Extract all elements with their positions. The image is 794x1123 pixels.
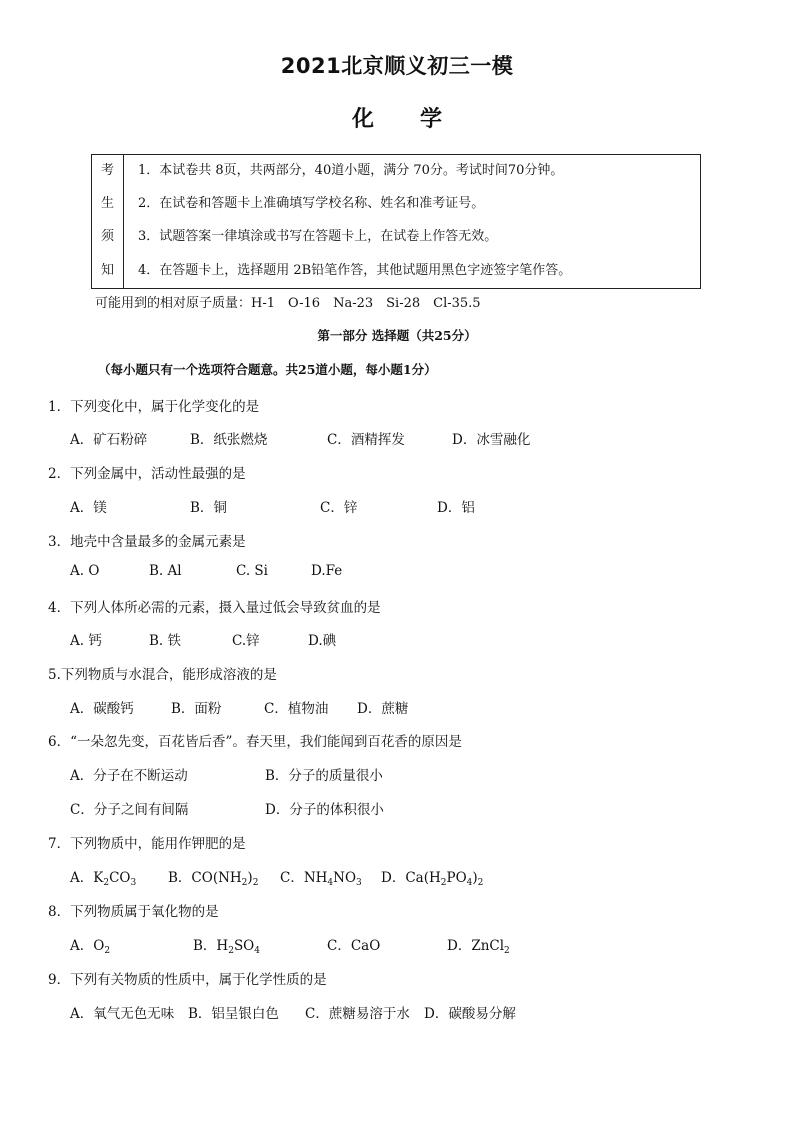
part1-instruction: （每小题只有一个选项符合题意。共25道小题，每小题1分） xyxy=(98,362,437,377)
option-a: A．矿石粉碎 xyxy=(70,432,148,448)
formula-subscript: 2 xyxy=(104,946,111,956)
formula-part: C．NH xyxy=(280,870,328,886)
formula-subscript: 2 xyxy=(440,878,447,888)
formula-part: C．CaO xyxy=(327,938,381,954)
option-a: A．碳酸钙 xyxy=(70,701,134,717)
formula-part: B．CO(NH xyxy=(168,870,242,886)
option-d: D．蔗糖 xyxy=(357,701,409,717)
formula-part: B．H xyxy=(193,938,229,954)
formula-subscript: 3 xyxy=(356,878,362,888)
option-d: D.Fe xyxy=(311,563,343,579)
notice-item: 4．在答题卡上，选择题用 2B铅笔作答，其他试题用黑色字迹签字笔作答。 xyxy=(138,263,572,278)
question-stem: 1．下列变化中，属于化学变化的是 xyxy=(48,399,260,415)
formula-subscript: 2 xyxy=(103,878,110,888)
formula-subscript: 4 xyxy=(466,878,473,888)
option-b: B．铝呈银白色 xyxy=(188,1006,279,1022)
question-stem: 5.下列物质与水混合，能形成溶液的是 xyxy=(48,667,277,683)
question-stem: 2．下列金属中，活动性最强的是 xyxy=(48,466,246,482)
formula-part: K xyxy=(93,870,104,886)
option-b: B. Al xyxy=(149,563,182,579)
exam-notice-box xyxy=(91,154,701,289)
option-d: D．分子的体积很小 xyxy=(265,802,384,818)
option-d: D．冰雪融化 xyxy=(452,432,531,448)
notice-side-char: 生 xyxy=(100,196,114,211)
option-b: B．面粉 xyxy=(171,701,222,717)
notice-item: 1．本试卷共 8页，共两部分，40道小题，满分 70分。考试时间70分钟。 xyxy=(138,163,564,178)
formula-part: CO xyxy=(109,870,131,886)
question-stem: 9．下列有关物质的性质中，属于化学性质的是 xyxy=(48,972,327,988)
formula-subscript: 2 xyxy=(228,946,234,956)
notice-side-char: 考 xyxy=(100,163,114,178)
formula-part: PO xyxy=(446,870,467,886)
formula-subscript: 2 xyxy=(241,878,248,888)
question-stem: 8．下列物质属于氧化物的是 xyxy=(48,904,219,920)
option-c: C．植物油 xyxy=(264,701,329,717)
formula-part: NO xyxy=(333,870,357,886)
option-d: D．铝 xyxy=(437,500,475,516)
atomic-masses: 可能用到的相对原子质量：H-1 O-16 Na-23 Si-28 Cl-35.5 xyxy=(95,296,481,311)
option-c xyxy=(327,934,380,954)
exam-title: 2021北京顺义初三一模 xyxy=(280,54,514,78)
formula-subscript: 3 xyxy=(130,878,137,888)
option-a: A．分子在不断运动 xyxy=(70,768,188,784)
option-d: D．碳酸易分解 xyxy=(424,1006,516,1022)
question-stem: 6．“一朵忽先变，百花皆后香”。春天里，我们能闻到百花香的原因是 xyxy=(48,734,462,750)
formula-part: D．ZnCl xyxy=(447,938,505,954)
option-b: B. 铁 xyxy=(149,633,182,649)
option-b: B．铜 xyxy=(190,500,227,516)
option-d xyxy=(381,866,483,886)
option-a-label: A． xyxy=(70,870,94,886)
question-stem: 4．下列人体所必需的元素，摄入量过低会导致贫血的是 xyxy=(48,600,381,616)
notice-side-char: 知 xyxy=(100,263,114,278)
question-stem: 3．地壳中含量最多的金属元素是 xyxy=(48,534,246,550)
formula-subscript: 2 xyxy=(504,946,510,956)
subject-title: 化学 xyxy=(351,107,488,132)
option-a: A. 钙 xyxy=(70,633,102,649)
formula-part: A．O xyxy=(70,938,105,954)
notice-item: 3．试题答案一律填涂或书写在答题卡上，在试卷上作答无效。 xyxy=(138,229,498,244)
formula-part: D．Ca(H xyxy=(381,870,441,886)
formula-part: SO xyxy=(233,938,255,954)
formula-part: ) xyxy=(472,870,478,886)
option-c: C．分子之间有间隔 xyxy=(70,802,189,818)
formula-subscript: 2 xyxy=(252,878,259,888)
notice-side-char: 须 xyxy=(100,229,114,244)
notice-item: 2．在试卷和答题卡上准确填写学校名称、姓名和准考证号。 xyxy=(138,196,485,211)
option-c: C.锌 xyxy=(232,633,260,649)
question-stem: 7．下列物质中，能用作钾肥的是 xyxy=(48,836,246,852)
option-c: C. Si xyxy=(236,563,268,579)
option-c: C．蔗糖易溶于水 xyxy=(305,1006,410,1022)
option-a xyxy=(70,934,110,954)
notice-side-label xyxy=(92,155,124,288)
option-b xyxy=(168,866,258,886)
formula-subscript: 2 xyxy=(477,878,484,888)
option-b: B．分子的质量很小 xyxy=(265,768,383,784)
formula-part: ) xyxy=(247,870,253,886)
option-a: A．氧气无色无味 xyxy=(70,1006,175,1022)
option-a: A．镁 xyxy=(70,500,107,516)
option-a: A. O xyxy=(70,563,100,579)
option-c xyxy=(280,866,362,886)
option-c: C．酒精挥发 xyxy=(327,432,405,448)
option-b: B．纸张燃烧 xyxy=(190,432,268,448)
option-c: C．锌 xyxy=(320,500,358,516)
formula-subscript: 4 xyxy=(254,946,260,956)
part1-title: 第一部分 选择题（共25分） xyxy=(317,328,477,343)
option-d xyxy=(447,934,510,954)
formula-subscript: 4 xyxy=(327,878,334,888)
option-b xyxy=(193,934,260,954)
option-a xyxy=(70,866,136,886)
option-d: D.碘 xyxy=(308,633,337,649)
